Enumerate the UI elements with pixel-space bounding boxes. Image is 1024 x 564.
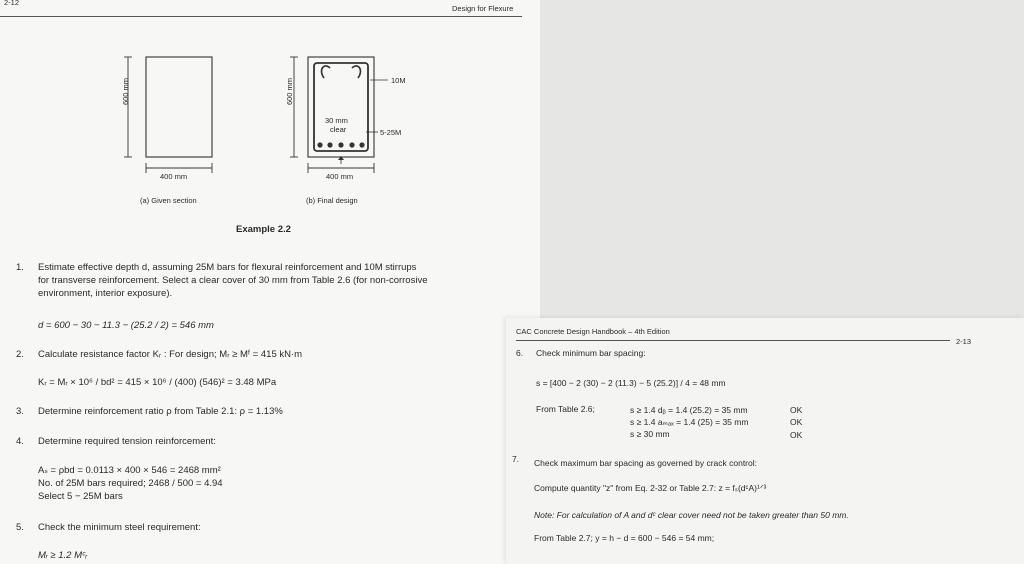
step-6-check-3: s ≥ 30 mm [630, 429, 670, 439]
figure-b-bars-label: 5-25M [380, 128, 402, 137]
step-4-line-1: Determine required tension reinforcement: [38, 436, 216, 447]
step-4-number: 4. [16, 436, 24, 447]
step-7-number: 7. [512, 454, 520, 464]
figure-a-width-label: 400 mm [160, 172, 188, 181]
step-6-check-2-result: OK [790, 417, 803, 427]
step-1-number: 1. [16, 262, 24, 273]
step-4-equation-1: Aₛ = ρbd = 0.0113 × 400 × 546 = 2468 mm² [38, 465, 221, 476]
step-1-line-2: for transverse reinforcement. Select a clear cover of 30 mm from Table 2.6 (for non-corrosive [38, 275, 428, 286]
figure-b-clear-label-2: clear [330, 125, 347, 134]
figure-b-height-label: 600 mm [285, 77, 295, 106]
step-1-line-3: environment, interior exposure). [38, 288, 173, 299]
step-6-check-2: s ≥ 1.4 aₘₐₓ = 1.4 (25) = 35 mm [630, 417, 749, 427]
example-title: Example 2.2 [236, 224, 291, 235]
figure-b-clear-label-1: 30 mm [325, 116, 348, 125]
right-page-number: 2-13 [956, 337, 972, 346]
step-5-equation: Mᵣ ≥ 1.2 Mᶜᵣ [38, 550, 88, 561]
page-number: 2-12 [4, 0, 20, 7]
step-6-table-label: From Table 2.6; [536, 404, 595, 414]
step-6-number: 6. [516, 348, 524, 358]
step-4-equation-3: Select 5 − 25M bars [38, 491, 123, 502]
figure-b-stirrup-label: 10M [391, 76, 406, 85]
step-7-compute: Compute quantity "z" from Eq. 2-32 or Table 2.7: z = fₛ(dᶜA)¹ᐟ³ [534, 483, 767, 493]
step-3-number: 3. [16, 406, 24, 417]
figure-a-section [110, 50, 230, 210]
step-2-number: 2. [16, 349, 24, 360]
figure-a-caption: (a) Given section [140, 196, 197, 205]
right-header-title: CAC Concrete Design Handbook – 4th Edition [516, 327, 670, 336]
right-header-rule [516, 340, 950, 341]
step-5-line-1: Check the minimum steel requirement: [38, 522, 201, 533]
header-rule [0, 16, 522, 17]
step-3-line-1: Determine reinforcement ratio ρ from Table 2.1: ρ = 1.13% [38, 406, 283, 417]
step-6-equation: s = [400 − 2 (30) − 2 (11.3) − 5 (25.2)] / 4 = 48 mm [536, 378, 726, 388]
figure-b-width-label: 400 mm [326, 172, 354, 181]
step-6-check-1: s ≥ 1.4 dᵦ = 1.4 (25.2) = 35 mm [630, 405, 748, 415]
step-6-title: Check minimum bar spacing: [536, 348, 646, 358]
step-2-line-1: Calculate resistance factor Kᵣ : For design; Mᵣ ≥ Mᶠ = 415 kN·m [38, 349, 303, 360]
right-page [506, 318, 1024, 564]
step-6-check-1-result: OK [790, 405, 803, 415]
step-1-equation: d = 600 − 30 − 11.3 − (25.2 / 2) = 546 mm [38, 320, 214, 331]
step-6-check-3-result: OK [790, 430, 803, 440]
step-4-equation-2: No. of 25M bars required; 2468 / 500 = 4.94 [38, 478, 223, 489]
step-7-title: Check maximum bar spacing as governed by crack control: [534, 458, 757, 468]
step-5-number: 5. [16, 522, 24, 533]
step-7-from-table: From Table 2.7; y = h − d = 600 − 546 = 54 mm; [534, 533, 715, 543]
step-1-line-1: Estimate effective depth d, assuming 25M bars for flexural reinforcement and 10M stirrups [38, 262, 417, 273]
figure-a-height-label: 600 mm [121, 77, 131, 106]
step-7-note: Note: For calculation of A and dᶜ clear cover need not be taken greater than 50 mm. [534, 510, 849, 520]
header-title: Design for Flexure [452, 4, 514, 13]
figure-b-caption: (b) Final design [306, 196, 358, 205]
step-2-equation: Kᵣ = Mᵣ × 10⁶ / bd² = 415 × 10⁶ / (400) (546)² = 3.48 MPa [38, 377, 277, 388]
